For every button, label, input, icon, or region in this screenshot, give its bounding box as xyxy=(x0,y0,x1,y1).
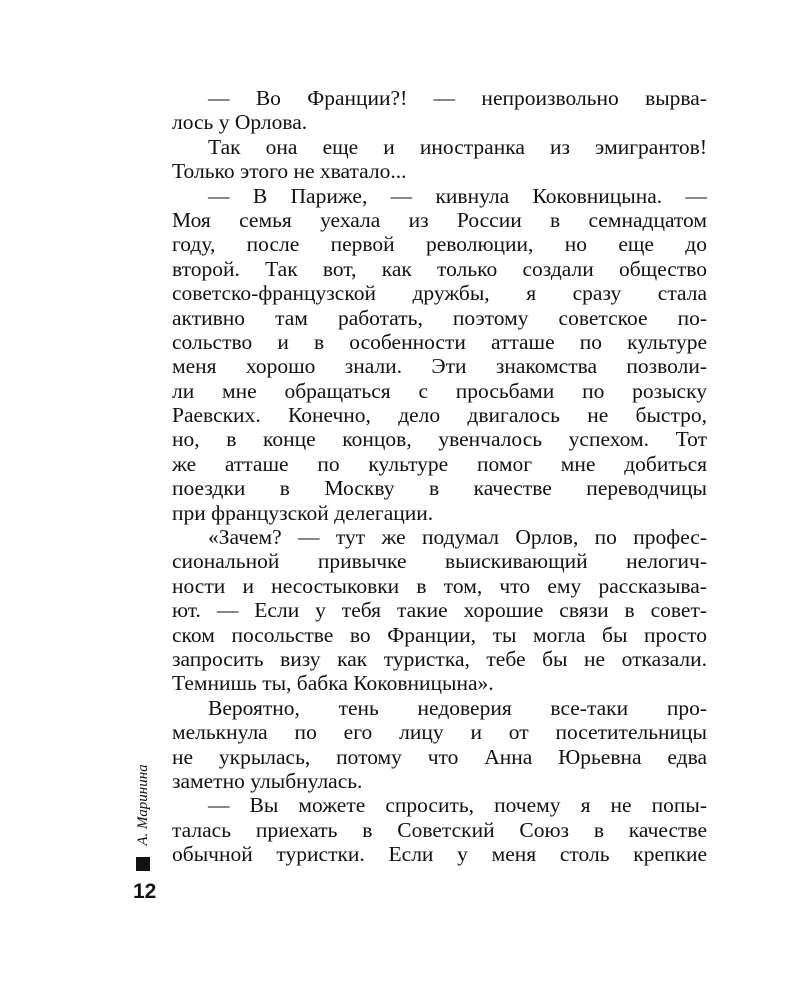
text-line: ют. — Если у тебя такие хорошие связи в совет- xyxy=(172,598,707,623)
text-line: году, после первой революции, но еще до xyxy=(172,232,707,257)
text-line: Темнишь ты, бабка Коковницына». xyxy=(172,671,494,696)
text-line: талась приехать в Советский Союз в качестве xyxy=(172,817,707,842)
running-head xyxy=(133,755,153,855)
square-marker-icon xyxy=(136,857,150,871)
text-line: ли мне обращаться с просьбами по розыску xyxy=(172,378,707,403)
text-line: лось у Орлова. xyxy=(172,110,308,135)
text-line: — В Париже, — кивнула Коковницына. — xyxy=(208,183,707,208)
text-line: заметно улыбнулась. xyxy=(172,768,363,793)
body-text xyxy=(172,86,707,867)
text-line: «Зачем? — тут же подумал Орлов, по профес- xyxy=(208,525,707,550)
text-line: мелькнула по его лицу и от посетительницы xyxy=(172,720,707,745)
text-line: при французской делегации. xyxy=(172,500,434,525)
text-line: запросить визу как туристка, тебе бы не отказали. xyxy=(172,646,707,671)
text-line: ском посольстве во Франции, ты могла бы просто xyxy=(172,622,707,647)
text-line: сольство и в особенности атташе по культуре xyxy=(172,329,707,354)
text-line: активно там работать, поэтому советское по- xyxy=(172,305,707,330)
text-line: поездки в Москву в качестве переводчицы xyxy=(172,476,707,501)
text-line: Моя семья уехала из России в семнадцатом xyxy=(172,207,707,232)
text-line: сиональной привычке выискивающий нелогич- xyxy=(172,549,707,574)
text-line: меня хорошо знали. Эти знакомства позволи- xyxy=(172,354,707,379)
running-head-author: А. Маринина xyxy=(135,764,151,846)
text-line: не укрылась, потому что Анна Юрьевна едва xyxy=(172,744,707,769)
page-number: 12 xyxy=(133,880,157,903)
text-line: Вероятно, тень недоверия все-таки про- xyxy=(208,695,707,720)
text-line: Раевских. Конечно, дело двигалось не быстро, xyxy=(172,403,707,428)
text-line: но, в конце концов, увенчалось успехом. Тот xyxy=(172,427,707,452)
text-line: второй. Так вот, как только создали общество xyxy=(172,256,707,281)
text-line: Только этого не хватало... xyxy=(172,159,407,184)
text-line: Так она еще и иностранка из эмигрантов! xyxy=(208,134,707,159)
text-line: обычной туристки. Если у меня столь крепкие xyxy=(172,842,707,867)
text-line: — Во Франции?! — непроизвольно вырва- xyxy=(208,86,707,110)
text-line: — Вы можете спросить, почему я не попы- xyxy=(208,793,707,818)
text-line: ности и несостыковки в том, что ему рассказыва- xyxy=(172,573,707,598)
text-line: советско-французской дружбы, я сразу стала xyxy=(172,281,707,306)
text-line: же атташе по культуре помог мне добиться xyxy=(172,451,707,476)
